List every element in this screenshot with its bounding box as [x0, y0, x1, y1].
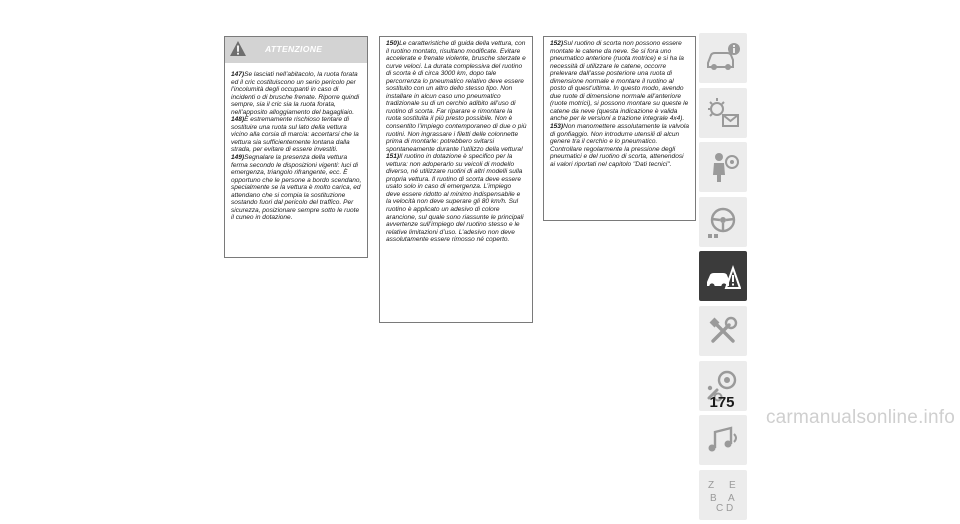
note-148: 148)È estremamente rischioso tentare di sostituire una ruota sul lato della vettura vicino alla corsia di marcia: accertarsi che la vettura sia sufficientemente lontana dalla strada, per evitare di essere investiti. — [231, 116, 359, 154]
index-abc-icon — [705, 477, 741, 513]
index-letter: D — [726, 502, 734, 513]
tab-emergency[interactable] — [699, 251, 747, 301]
tab-safety[interactable] — [699, 142, 747, 192]
watermark: carmanualsonline.info — [765, 407, 955, 428]
car-info-icon — [705, 40, 741, 76]
tab-driving[interactable] — [699, 197, 747, 247]
note-150: 150)Le caratteristiche di guida della vettura, con il ruotino montato, risultano modificate. Evitare accelerate e frenate violente, brusche sterzate e curve veloci. La durata complessiva del ruotino di scorta è di circa 3000 km, dopo tale percorrenza lo pneumatico relativo deve essere sostituito con un altro dello stesso tipo. Non installare in alcun caso uno pneumatico tradizionale su di un cerchio adibito all’uso di ruotino di scorta. Far riparare e rimontare la ruota sostituita il più presto possibile. Non è consentito l’impiego contemporaneo di due o più ruotini. Non ingrassare i filetti delle colonnette prima di montarle: potrebbero svitarsi spontaneamente durante l’utilizzo della vettura! — [386, 40, 527, 153]
tab-index[interactable] — [699, 470, 747, 520]
page-number: 175 — [709, 394, 735, 411]
warning-header — [225, 37, 367, 63]
emergency-breakdown-icon — [705, 258, 741, 294]
notes-column-2 — [379, 36, 533, 323]
tab-maintenance[interactable] — [699, 306, 747, 356]
notes-column-3 — [543, 36, 696, 221]
index-letter: Z — [708, 479, 715, 491]
note-149: 149)Segnalare la presenza della vettura ferma secondo le disposizioni vigenti: luci di emergenza, triangolo rifrangente, ecc. È opportuno che le persone a bordo scendano, specialmente se la vettura è molto carica, ed attendano che si compia la sostituzione sostando fuori dal pericolo del traffico. Per sicurezza, posizionare sempre sotto le ruote il cuneo in dotazione. — [231, 154, 362, 222]
dashboard-lights-icon — [705, 95, 741, 131]
warning-triangle-icon — [229, 40, 247, 57]
note-151: 151)Il ruotino in dotazione è specifico per la vettura: non adoperarlo su veicoli di modello diverso, né utilizzare ruotini di altri modelli sulla propria vettura. Il ruotino di scorta deve essere usato solo in caso di emergenza. L’impiego deve essere ridotto al minimo indispensabile e la velocità non deve superare gli 80 km/h. Sul ruotino è applicato un adesivo di colore arancione, sul quale sono riassunte le principali avvertenze sull’impiego del ruotino stesso e le relative limitazioni d’uso. L’adesivo non deve assolutamente essere rimosso né coperto. — [386, 153, 524, 244]
index-letter: E — [729, 479, 736, 491]
index-letter: C — [716, 502, 724, 513]
chapter-sidebar — [699, 33, 747, 524]
note-153: 153)Non manomettere assolutamente la valvola di gonfiaggio. Non introdurre utensili di alcun genere tra il cerchio e lo pneumatico. Controllare regolarmente la pressione degli pneumatici e del ruotino di scorta, attenendosi ai valori riportati nel capitolo "Dati tecnici". — [550, 123, 690, 168]
index-letter: B — [710, 492, 717, 504]
warning-title: ATTENZIONE — [265, 44, 323, 54]
maintenance-tools-icon — [705, 313, 741, 349]
note-147: 147)Se lasciati nell’abitacolo, la ruota forata ed il cric costituiscono un serio pericolo per l’incolumità degli occupanti in caso di incidenti o di brusche frenate. Riporre quindi sempre, sia il cric sia la ruota forata, nell’apposito alloggiamento del bagagliaio. — [231, 71, 360, 116]
index-letter: A — [728, 492, 735, 504]
tab-car-info[interactable] — [699, 33, 747, 83]
steering-wheel-icon — [705, 204, 741, 240]
warning-box — [224, 36, 368, 258]
tab-dashboard-lights[interactable] — [699, 88, 747, 138]
note-152: 152)Sul ruotino di scorta non possono essere montate le catene da neve. Se si fora uno pneumatico anteriore (ruota motrice) e si ha la necessità di utilizzare le catene, occorre prelevare dall’asse posteriore una ruota di dimensione normale e montare il ruotino al posto di quest’ultima. In questo modo, avendo due ruote di dimensione normale all’anteriore (ruote motrici), si possono montare su queste le catene da neve (questa indicazione è valida anche per le versioni a trazione integrale 4x4). — [550, 40, 689, 123]
safety-airbag-icon — [705, 149, 741, 185]
